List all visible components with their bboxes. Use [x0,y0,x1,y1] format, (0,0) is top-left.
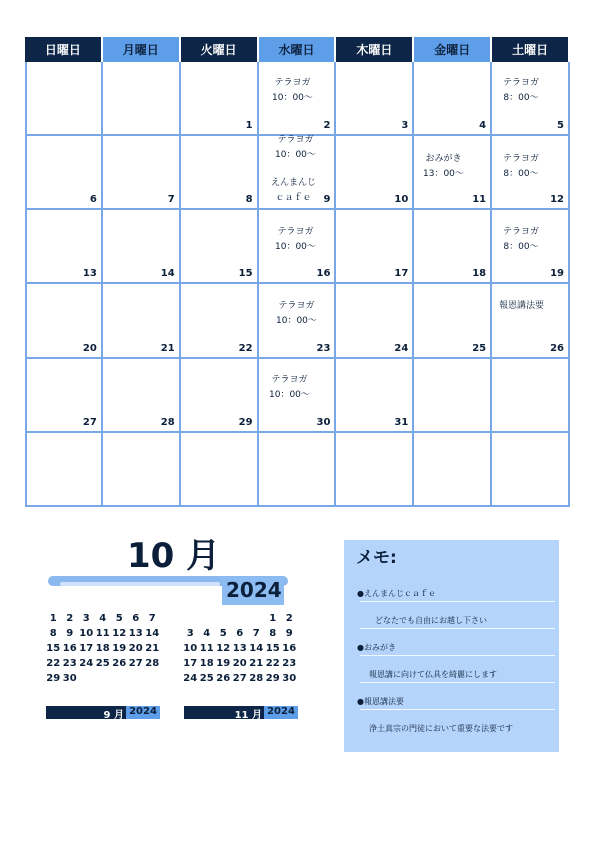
mini-day: 23 [282,658,297,669]
day-number: 4 [479,120,487,132]
mini-day: 17 [183,658,198,669]
event-time: 10：00～ [275,150,316,160]
day-cell[interactable] [336,433,414,507]
mini-label-next [184,706,298,719]
mini-week-row [45,628,161,643]
mini-day: 20 [232,658,247,669]
brush-stroke-highlight [60,582,220,586]
mini-day: 23 [62,658,77,669]
day-number: 15 [238,268,253,280]
event-title: テラヨガ [503,78,540,88]
day-cell[interactable] [336,136,414,210]
mini-day: 10 [79,628,94,639]
mini-year-next: 2024 [264,706,298,719]
memo-divider [360,601,555,602]
day-number: 9 [323,194,331,206]
mini-day: 29 [265,673,280,684]
mini-day [128,673,145,688]
day-cell[interactable] [492,433,570,507]
calendar-grid [25,62,570,507]
day-cell[interactable] [181,433,259,507]
mini-week-row [182,673,298,688]
mini-week-row [182,613,298,628]
mini-day: 15 [265,643,280,654]
mini-year-prev: 2024 [126,706,160,719]
mini-day: 5 [219,628,227,639]
mini-day: 16 [62,643,77,654]
mini-day: 18 [199,658,214,669]
day-cell[interactable] [25,433,103,507]
mini-day: 30 [282,673,297,684]
day-cell[interactable] [492,284,570,358]
day-cell[interactable] [181,284,259,358]
mini-day: 12 [216,643,231,654]
day-cell[interactable] [181,210,259,284]
day-cell[interactable] [181,359,259,433]
day-number: 24 [394,342,409,354]
mini-day: 4 [99,613,107,624]
mini-day: 28 [145,658,160,669]
mini-day: 27 [128,658,143,669]
mini-label-prev [46,706,160,719]
mini-day: 9 [285,628,293,639]
day-cell[interactable] [103,210,181,284]
mini-day: 21 [249,658,264,669]
event-title: テラヨガ [278,301,315,311]
weekday-fri: 金曜日 [414,37,492,62]
event-title: えんまんじ [271,178,317,188]
mini-day: 7 [148,613,156,624]
mini-day: 3 [82,613,90,624]
day-cell[interactable] [103,433,181,507]
day-number: 18 [472,268,487,280]
mini-day: 26 [112,658,127,669]
event-yoga-5 [503,76,539,106]
mini-day: 1 [49,613,57,624]
day-cell[interactable] [25,284,103,358]
mini-calendar-prev [45,613,161,688]
event-omigaki-11 [423,152,464,182]
mini-day: 21 [145,643,160,654]
mini-day: 15 [46,643,61,654]
mini-day: 7 [252,628,260,639]
memo-item-cafe: ●えんまんじｃａｆｅ [357,589,436,598]
mini-day: 27 [232,673,247,684]
day-number: 23 [316,342,331,354]
mini-day: 13 [232,643,247,654]
day-cell[interactable] [414,284,492,358]
day-number: 17 [394,268,409,280]
mini-day: 19 [216,658,231,669]
day-number: 11 [472,194,487,206]
day-number: 8 [245,194,253,206]
mini-day: 8 [269,628,277,639]
mini-day [78,673,95,688]
day-number: 5 [557,120,564,132]
event-time: 10：00～ [269,390,310,400]
day-number: 28 [160,416,175,428]
mini-day [232,613,249,628]
day-cell[interactable] [25,62,103,136]
day-number: 13 [82,268,97,280]
mini-week-row [45,658,161,673]
event-yoga-2 [272,76,313,106]
mini-day: 14 [145,628,160,639]
weekday-header [25,37,570,62]
event-title: おみがき [425,154,462,164]
day-cell[interactable] [414,433,492,507]
day-number: 14 [160,268,175,280]
weekday-sun: 日曜日 [25,37,103,62]
event-title: テラヨガ [274,78,311,88]
mini-day: 24 [183,673,198,684]
event-yoga-12 [503,152,539,182]
day-cell[interactable] [414,210,492,284]
day-cell[interactable] [181,62,259,136]
day-number: 10 [394,194,409,206]
month-calendar [25,37,570,507]
memo-item-omigaki: ●おみがき [357,643,396,652]
day-number: 29 [238,416,253,428]
event-title: テラヨガ [277,227,314,237]
mini-day: 9 [66,628,74,639]
memo-divider [360,709,555,710]
mini-month-next: 11 月 [234,710,262,721]
memo-detail-cafe: どなたでも自由にお越し下さい [375,616,487,625]
mini-day [199,613,216,628]
day-cell[interactable] [181,136,259,210]
mini-day: 19 [112,643,127,654]
mini-week-row [182,643,298,658]
event-yoga-16 [275,225,316,255]
month-title: 10 月 [127,536,221,576]
memo-divider [360,655,555,656]
mini-day: 18 [95,643,110,654]
mini-day: 6 [132,613,140,624]
event-title: テラヨガ [503,227,540,237]
mini-day: 22 [46,658,61,669]
event-cafe-9 [271,176,316,206]
day-cell[interactable] [103,62,181,136]
mini-day: 17 [79,643,94,654]
day-cell[interactable] [103,359,181,433]
day-cell[interactable] [25,210,103,284]
day-number: 25 [472,342,487,354]
event-title: 報恩講法要 [499,301,545,311]
day-number: 21 [160,342,175,354]
mini-day: 29 [46,673,61,684]
mini-day: 28 [249,673,264,684]
day-number: 26 [550,342,564,354]
day-cell[interactable] [414,62,492,136]
event-time: 10：00～ [272,93,313,103]
day-number: 30 [316,416,331,428]
mini-day [111,673,128,688]
day-cell[interactable] [103,284,181,358]
day-cell[interactable] [336,284,414,358]
day-cell[interactable] [492,359,570,433]
mini-day: 22 [265,658,280,669]
year-label: 2024 [226,578,282,602]
mini-day: 24 [79,658,94,669]
event-yoga-23 [276,299,317,329]
day-cell[interactable] [336,62,414,136]
mini-day: 20 [128,643,143,654]
event-time: 13：00～ [423,169,464,179]
day-number: 7 [167,194,175,206]
day-cell[interactable] [259,433,337,507]
mini-day: 6 [236,628,244,639]
day-cell[interactable] [25,359,103,433]
event-hoonko-26 [499,299,544,314]
mini-day: 13 [128,628,143,639]
event-title: テラヨガ [277,135,314,145]
mini-day: 10 [183,643,198,654]
event-time: 8：00～ [503,93,539,103]
mini-day [248,613,265,628]
mini-day: 3 [186,628,194,639]
memo-title: メモ: [356,548,397,568]
weekday-mon: 月曜日 [103,37,181,62]
day-number: 12 [550,194,564,206]
event-time: 10：00～ [276,316,317,326]
day-cell[interactable] [414,359,492,433]
mini-week-row [182,628,298,643]
mini-day: 30 [62,673,77,684]
event-time: 10：00～ [275,242,316,252]
mini-day: 1 [269,613,277,624]
mini-day: 14 [249,643,264,654]
event-title: テラヨガ [271,375,308,385]
mini-day [144,673,161,688]
memo-divider [360,628,555,629]
day-cell[interactable] [25,136,103,210]
mini-day: 4 [203,628,211,639]
mini-day [95,673,112,688]
day-number: 27 [82,416,97,428]
mini-day: 8 [49,628,57,639]
mini-day: 25 [95,658,110,669]
mini-day: 2 [66,613,74,624]
event-subtitle: ｃａｆｅ [275,193,312,203]
day-number: 3 [401,120,409,132]
mini-day [182,613,199,628]
mini-day: 26 [216,673,231,684]
mini-day: 16 [282,643,297,654]
day-cell[interactable] [103,136,181,210]
mini-week-row [45,613,161,628]
event-yoga-30 [269,373,310,403]
mini-month-prev: 9 月 [103,710,124,721]
mini-week-row [182,658,298,673]
day-number: 16 [316,268,331,280]
event-yoga-9 [275,133,316,163]
mini-day: 11 [95,628,110,639]
event-yoga-19 [503,225,539,255]
weekday-wed: 水曜日 [259,37,337,62]
day-cell[interactable] [336,359,414,433]
mini-day: 12 [112,628,127,639]
mini-week-row [45,643,161,658]
day-number: 20 [82,342,97,354]
event-title: テラヨガ [503,154,540,164]
mini-day: 25 [199,673,214,684]
day-number: 22 [238,342,253,354]
mini-day [215,613,232,628]
mini-day: 11 [199,643,214,654]
day-cell[interactable] [336,210,414,284]
mini-day: 5 [115,613,123,624]
mini-calendar-next [182,613,298,688]
weekday-sat: 土曜日 [492,37,570,62]
day-number: 31 [394,416,409,428]
memo-detail-hoonko: 浄土真宗の門徒において重要な法要です [369,724,513,733]
mini-day: 2 [285,613,293,624]
weekday-tue: 火曜日 [181,37,259,62]
memo-item-hoonko: ●報恩講法要 [357,697,404,706]
day-number: 2 [323,120,331,132]
day-number: 6 [89,194,97,206]
event-time: 8：00～ [503,169,539,179]
memo-divider [360,682,555,683]
weekday-thu: 木曜日 [336,37,414,62]
day-number: 19 [550,268,564,280]
memo-detail-omigaki: 報恩講に向けて仏具を綺麗にします [369,670,497,679]
day-number: 1 [245,120,253,132]
mini-week-row [45,673,161,688]
event-time: 8：00～ [503,242,539,252]
